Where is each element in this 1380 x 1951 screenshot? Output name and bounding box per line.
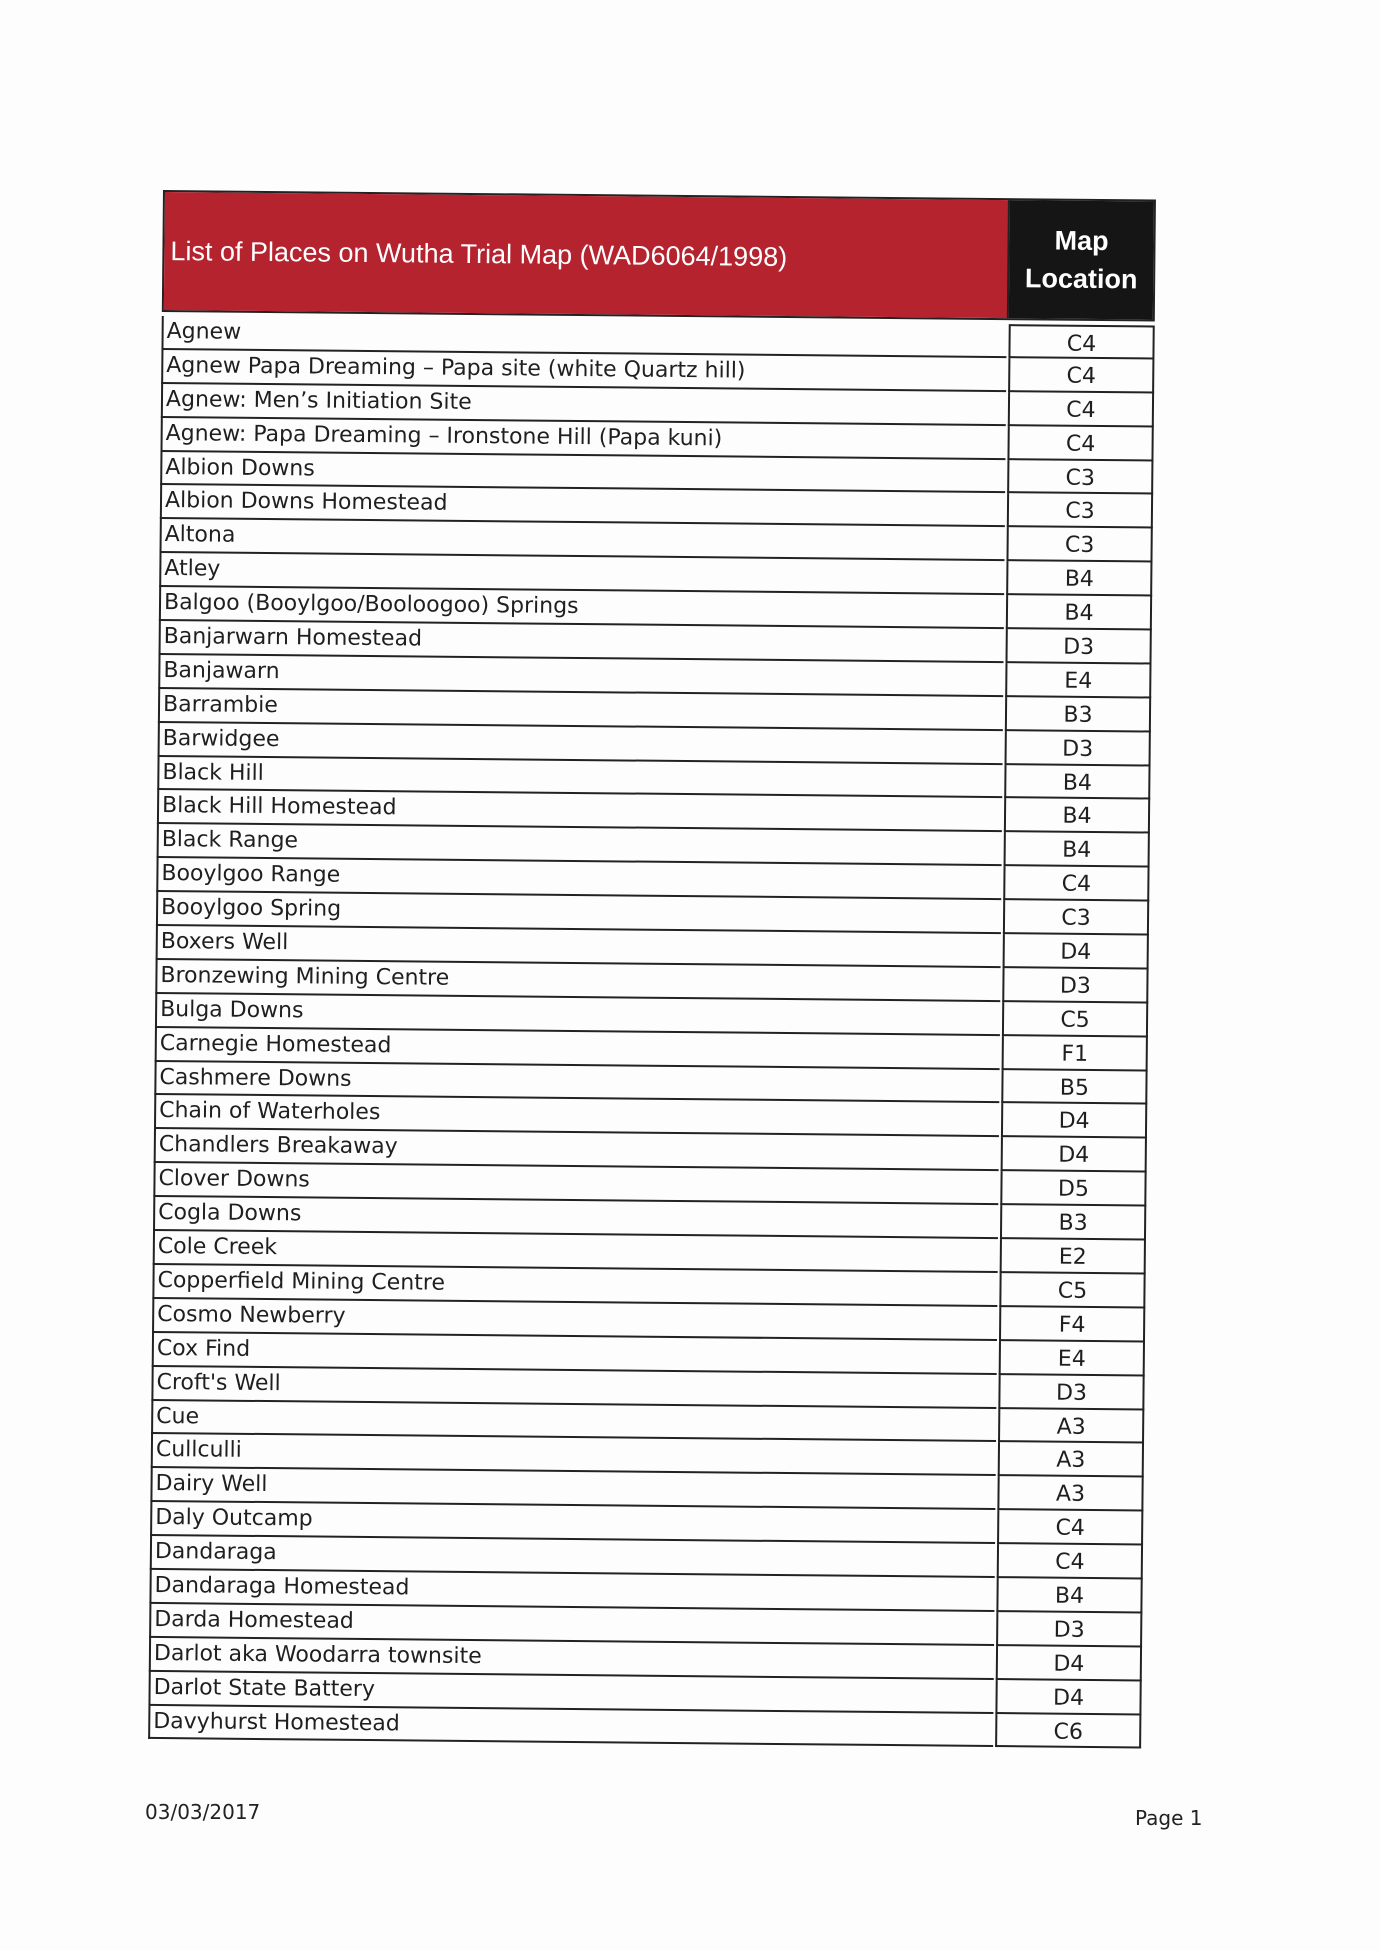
place-name-cell: Darlot aka Woodarra townsite	[149, 1638, 994, 1680]
place-name-cell: Balgoo (Booylgoo/Booloogoo) Springs	[159, 587, 1004, 629]
place-name-cell: Cosmo Newberry	[152, 1299, 997, 1341]
place-name-cell: Carnegie Homestead	[155, 1028, 1000, 1070]
place-name-cell: Booylgoo Range	[156, 858, 1001, 900]
place-name-cell: Black Range	[157, 824, 1002, 866]
place-name-cell: Darda Homestead	[149, 1604, 994, 1646]
place-name-cell: Chain of Waterholes	[154, 1095, 999, 1137]
map-location-cell: B4	[1004, 765, 1150, 800]
place-name-cell: Albion Downs Homestead	[160, 485, 1005, 527]
map-location-cell: F1	[1002, 1036, 1148, 1071]
place-name-cell: Bulga Downs	[155, 994, 1000, 1036]
map-location-cell: B4	[1006, 595, 1152, 630]
map-location-header-line2: Location	[1024, 263, 1138, 295]
place-name-cell: Atley	[159, 553, 1004, 595]
place-name-cell: Dandaraga Homestead	[149, 1570, 994, 1612]
map-location-cell: C3	[1006, 527, 1152, 562]
map-location-cell: E4	[1005, 663, 1151, 698]
map-location-cell: B3	[1000, 1205, 1146, 1240]
map-location-cell: C4	[997, 1544, 1143, 1579]
map-location-cell: C4	[1007, 426, 1153, 461]
place-name-cell: Bronzewing Mining Centre	[155, 960, 1000, 1002]
place-name-cell: Barwidgee	[158, 723, 1003, 765]
place-name-cell: Albion Downs	[160, 452, 1005, 494]
place-name-cell: Copperfield Mining Centre	[152, 1265, 997, 1307]
place-name-cell: Cullculli	[151, 1434, 996, 1476]
map-location-cell: C4	[997, 1510, 1143, 1545]
map-location-cell: D4	[1001, 1137, 1147, 1172]
place-name-cell: Darlot State Battery	[148, 1672, 993, 1714]
map-location-cell: C4	[1008, 324, 1154, 359]
map-location-cell: D4	[1001, 1104, 1147, 1139]
map-location-cell: B4	[1004, 832, 1150, 867]
map-location-cell: D3	[1005, 731, 1151, 766]
place-name-cell: Black Hill	[157, 757, 1002, 799]
place-name-cell: Dairy Well	[150, 1468, 995, 1510]
place-name-cell: Daly Outcamp	[150, 1502, 995, 1544]
place-name-cell: Clover Downs	[153, 1163, 998, 1205]
map-location-header	[1009, 200, 1154, 319]
map-location-header-line1: Map	[1054, 225, 1109, 257]
map-location-cell: D5	[1000, 1171, 1146, 1206]
map-location-cell: A3	[998, 1409, 1144, 1444]
map-location-cell: E2	[1000, 1239, 1146, 1274]
place-name-cell: Cashmere Downs	[154, 1062, 999, 1104]
place-name-cell: Dandaraga	[150, 1536, 995, 1578]
map-location-cell: C3	[1007, 460, 1153, 495]
map-location-cell: C4	[1008, 358, 1154, 393]
place-name-cell: Croft's Well	[151, 1367, 996, 1409]
place-name-cell: Agnew: Papa Dreaming – Ironstone Hill (Papa kuni)	[160, 418, 1005, 460]
map-location-cell: C4	[1003, 866, 1149, 901]
footer-page-number: Page 1	[1135, 1806, 1203, 1830]
map-location-cell: D3	[998, 1375, 1144, 1410]
map-location-cell: C6	[995, 1714, 1141, 1749]
map-location-cell: B4	[996, 1578, 1142, 1613]
map-location-cell: B4	[1004, 799, 1150, 834]
place-name-cell: Black Hill Homestead	[157, 790, 1002, 832]
table-header	[162, 190, 1156, 322]
place-name-cell: Boxers Well	[156, 926, 1001, 968]
map-location-cell: C5	[1002, 1002, 1148, 1037]
map-location-cell: B3	[1005, 697, 1151, 732]
place-name-cell: Banjawarn	[158, 655, 1003, 697]
place-name-cell: Booylgoo Spring	[156, 892, 1001, 934]
place-name-cell: Agnew: Men’s Initiation Site	[161, 384, 1006, 426]
map-location-cell: E4	[999, 1341, 1145, 1376]
map-location-cell: C3	[1007, 494, 1153, 529]
map-location-cell: D4	[996, 1646, 1142, 1681]
map-location-cell: C5	[999, 1273, 1145, 1308]
map-location-cell: A3	[998, 1442, 1144, 1477]
map-location-cell: D3	[1002, 968, 1148, 1003]
table-body	[148, 316, 1155, 1749]
place-name-cell: Agnew Papa Dreaming – Papa site (white Quartz hill)	[161, 350, 1006, 392]
map-location-cell: D4	[995, 1680, 1141, 1715]
place-name-cell: Davyhurst Homestead	[148, 1705, 993, 1747]
map-location-cell: D3	[1005, 629, 1151, 664]
place-name-cell: Cue	[151, 1400, 996, 1442]
map-location-cell: C3	[1003, 900, 1149, 935]
places-table	[148, 190, 1156, 1749]
map-location-cell: D4	[1003, 934, 1149, 969]
place-name-cell: Cole Creek	[153, 1231, 998, 1273]
place-name-cell: Barrambie	[158, 689, 1003, 731]
footer-date: 03/03/2017	[145, 1800, 261, 1824]
place-name-cell: Cogla Downs	[153, 1197, 998, 1239]
place-name-cell: Banjarwarn Homestead	[159, 621, 1004, 663]
map-location-cell: F4	[999, 1307, 1145, 1342]
table-title: List of Places on Wutha Trial Map (WAD6064/1998)	[164, 192, 1010, 318]
map-location-cell: B4	[1006, 561, 1152, 596]
map-location-cell: D3	[996, 1612, 1142, 1647]
map-location-cell: C4	[1008, 392, 1154, 427]
map-location-cell: A3	[997, 1476, 1143, 1511]
place-name-cell: Cox Find	[152, 1333, 997, 1375]
place-name-cell: Agnew	[161, 316, 1006, 358]
place-name-cell: Altona	[160, 519, 1005, 561]
map-location-cell: B5	[1001, 1070, 1147, 1105]
place-name-cell: Chandlers Breakaway	[154, 1129, 999, 1171]
